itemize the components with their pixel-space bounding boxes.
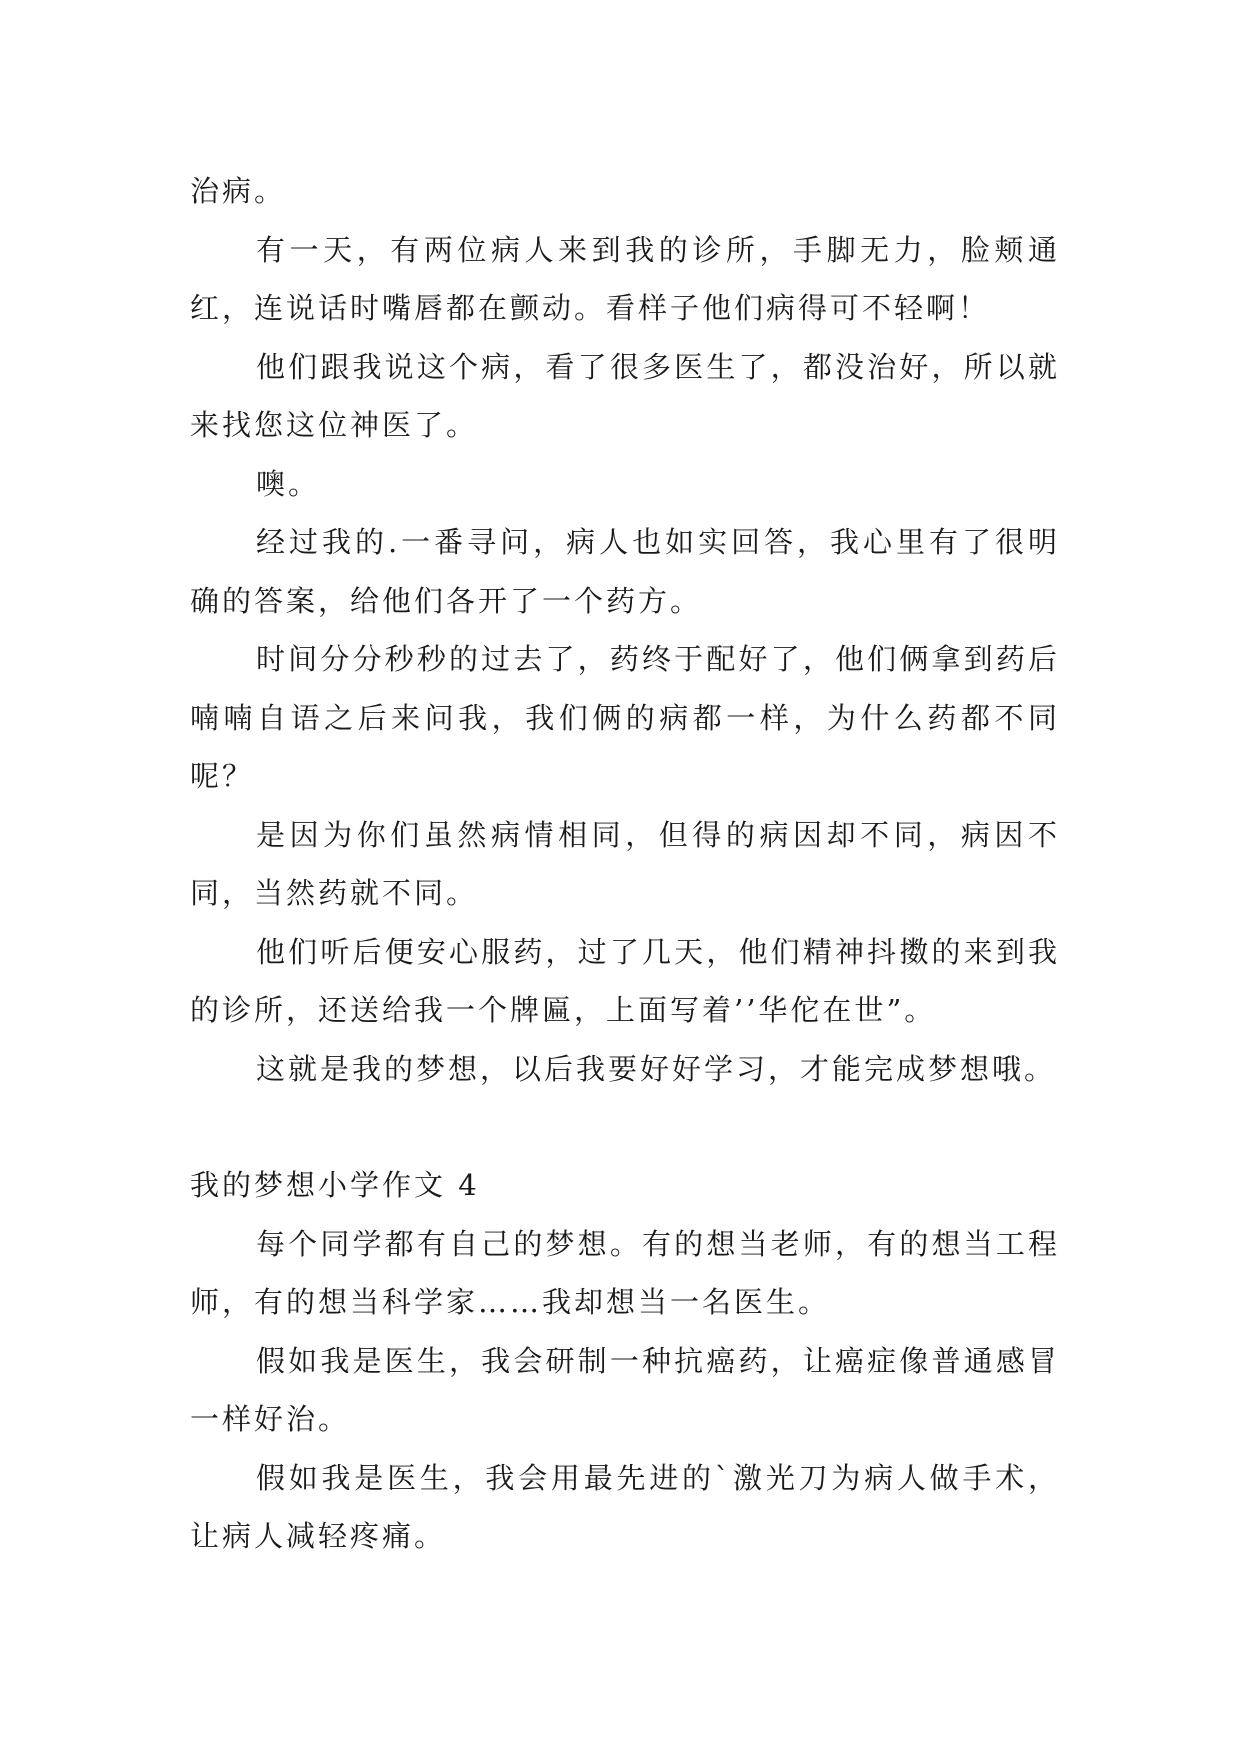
paragraph: 是因为你们虽然病情相同，但得的病因却不同，病因不同，当然药就不同。 xyxy=(190,817,1060,910)
paragraph: 经过我的.一番寻问，病人也如实回答，我心里有了很明确的答案，给他们各开了一个药方。 xyxy=(190,525,1060,618)
paragraph: 这就是我的梦想，以后我要好好学习，才能完成梦想哦。 xyxy=(256,1051,1057,1086)
section-heading: 我的梦想小学作文 4 xyxy=(190,1168,480,1202)
paragraph: 噢。 xyxy=(256,466,321,501)
paragraph: 时间分分秒秒的过去了，药终于配好了，他们俩拿到药后喃喃自语之后来问我，我们俩的病都一样，为什么药都不同呢？ xyxy=(190,642,1060,793)
document-body xyxy=(190,162,1060,1566)
paragraph: 他们听后便安心服药，过了几天，他们精神抖擞的来到我的诊所，还送给我一个牌匾，上面写着’’华佗在世”。 xyxy=(190,934,1060,1027)
paragraph: 假如我是医生，我会研制一种抗癌药，让癌症像普通感冒一样好治。 xyxy=(190,1343,1060,1436)
paragraph: 每个同学都有自己的梦想。有的想当老师，有的想当工程师，有的想当科学家……我却想当一名医生。 xyxy=(190,1226,1060,1319)
paragraph: 有一天，有两位病人来到我的诊所，手脚无力，脸颊通红，连说话时嘴唇都在颤动。看样子他们病得可不轻啊！ xyxy=(190,232,1060,325)
paragraph: 假如我是医生，我会用最先进的`激光刀为病人做手术，让病人减轻疼痛。 xyxy=(190,1460,1060,1553)
paragraph: 他们跟我说这个病，看了很多医生了，都没治好，所以就来找您这位神医了。 xyxy=(190,349,1060,442)
paragraph-continuation: 治病。 xyxy=(190,174,287,208)
